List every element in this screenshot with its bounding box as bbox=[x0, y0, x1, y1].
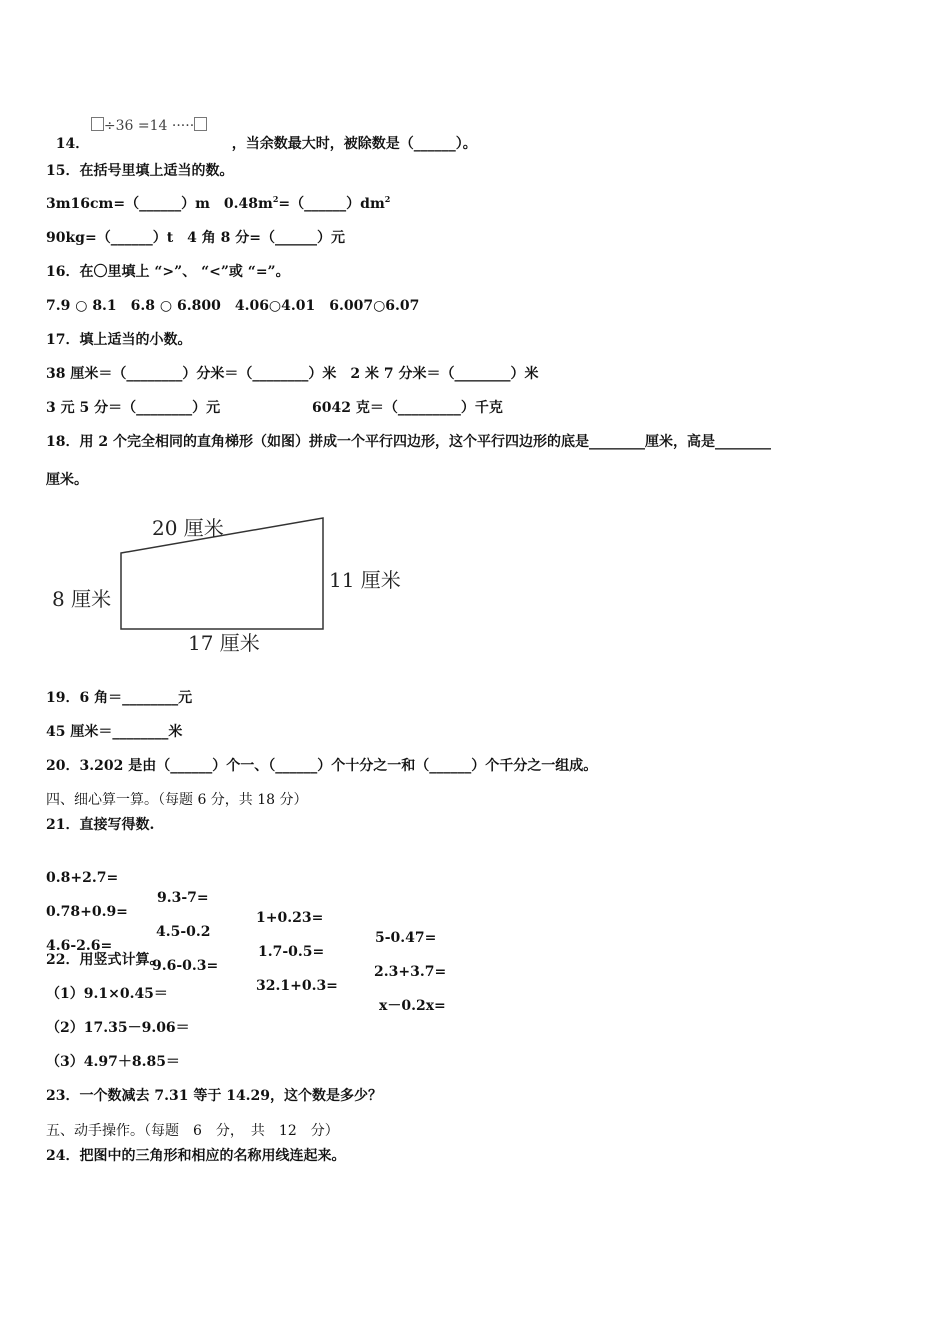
q17-line2-a: 3 元 5 分＝（________）元 bbox=[46, 400, 221, 416]
q19-line1: 19．6 角＝________元 bbox=[46, 690, 193, 706]
q21-cell: 4.5-0.2 bbox=[156, 924, 211, 940]
q15-line1-sup: 2 bbox=[272, 194, 279, 204]
blank-box-icon bbox=[91, 117, 104, 131]
trapezoid-left-label: 8 厘米 bbox=[52, 587, 112, 611]
q21-cell: 2.3+3.7= bbox=[374, 964, 447, 980]
q15-line1-b: =（______）dm bbox=[278, 196, 385, 212]
q17-title: 17．填上适当的小数。 bbox=[46, 332, 192, 348]
q14-question bbox=[222, 114, 477, 154]
q21-cell: 32.1+0.3= bbox=[256, 978, 338, 994]
q15-line2: 90kg=（______）t 4 角 8 分=（______）元 bbox=[46, 230, 346, 246]
q15-title: 15．在括号里填上适当的数。 bbox=[46, 163, 234, 179]
q24-line: 24．把图中的三角形和相应的名称用线连起来。 bbox=[46, 1148, 346, 1164]
q18-line1: 18．用 2 个完全相同的直角梯形（如图）拼成一个平行四边形，这个平行四边形的底是________厘米，高是________ bbox=[46, 434, 771, 450]
q18-line2: 厘米。 bbox=[46, 472, 88, 488]
q15-line1 bbox=[46, 194, 390, 214]
q22-title: 22．用竖式计算。 bbox=[46, 952, 164, 968]
section4-title: 四、细心算一算。（每题 6 分，共 18 分） bbox=[46, 792, 308, 808]
q21-cell: 1.7-0.5= bbox=[258, 944, 325, 960]
q17-line2-b: 6042 克＝（_________）千克 bbox=[312, 400, 503, 416]
q21-cell: x－0.2x= bbox=[379, 998, 446, 1014]
q17-line1: 38 厘米＝（________）分米＝（________）米 2 米 7 分米＝（________）米 bbox=[46, 366, 539, 382]
q23-line: 23．一个数减去 7.31 等于 14.29，这个数是多少？ bbox=[46, 1088, 383, 1104]
q21-cell: 4.6-2.6= bbox=[46, 938, 113, 954]
section5-title: 五、动手操作。（每题 6 分， 共 12 分） bbox=[46, 1123, 339, 1139]
q22-item-2: （2）17.35－9.06＝ bbox=[46, 1020, 190, 1036]
q22-item-3: （3）4.97＋8.85＝ bbox=[46, 1054, 180, 1070]
q15-line1-sup2: 2 bbox=[384, 194, 391, 204]
q16-line: 7.9 ○ 8.1 6.8 ○ 6.800 4.06○4.01 6.007○6.07 bbox=[46, 298, 420, 314]
blank-box-icon bbox=[194, 117, 207, 131]
q15-line1-a: 3m16cm=（______）m 0.48m bbox=[46, 196, 273, 212]
trapezoid-right-label: 11 厘米 bbox=[329, 568, 401, 592]
q21-cell: 0.78+0.9= bbox=[46, 904, 128, 920]
q21-cell: 9.3-7= bbox=[157, 890, 209, 906]
q20-line: 20．3.202 是由（______）个一、（______）个十分之一和（______）个千分之一组成。 bbox=[46, 758, 598, 774]
q21-cell: 5-0.47= bbox=[375, 930, 437, 946]
q22-item-1: （1）9.1×0.45＝ bbox=[46, 986, 168, 1002]
q14-text: ，当余数最大时，被除数是（______）。 bbox=[231, 136, 477, 152]
trapezoid-top-label: 20 厘米 bbox=[152, 516, 224, 540]
q14-equation bbox=[82, 101, 207, 134]
q14-number: 14． bbox=[55, 136, 90, 152]
q21-cell: 0.8+2.7= bbox=[46, 870, 119, 886]
q14-equation-text: ÷36 =14 ····· bbox=[103, 118, 195, 134]
q21-cell: 9.6-0.3= bbox=[152, 958, 219, 974]
q19-line2: 45 厘米＝________米 bbox=[46, 724, 183, 740]
q21-cell: 1+0.23= bbox=[256, 910, 324, 926]
trapezoid-bottom-label: 17 厘米 bbox=[188, 631, 260, 655]
trapezoid-figure bbox=[40, 505, 440, 665]
q21-title: 21．直接写得数. bbox=[46, 817, 155, 833]
q16-title: 16．在〇里填上 “>”、 “<”或 “=”。 bbox=[46, 264, 290, 280]
